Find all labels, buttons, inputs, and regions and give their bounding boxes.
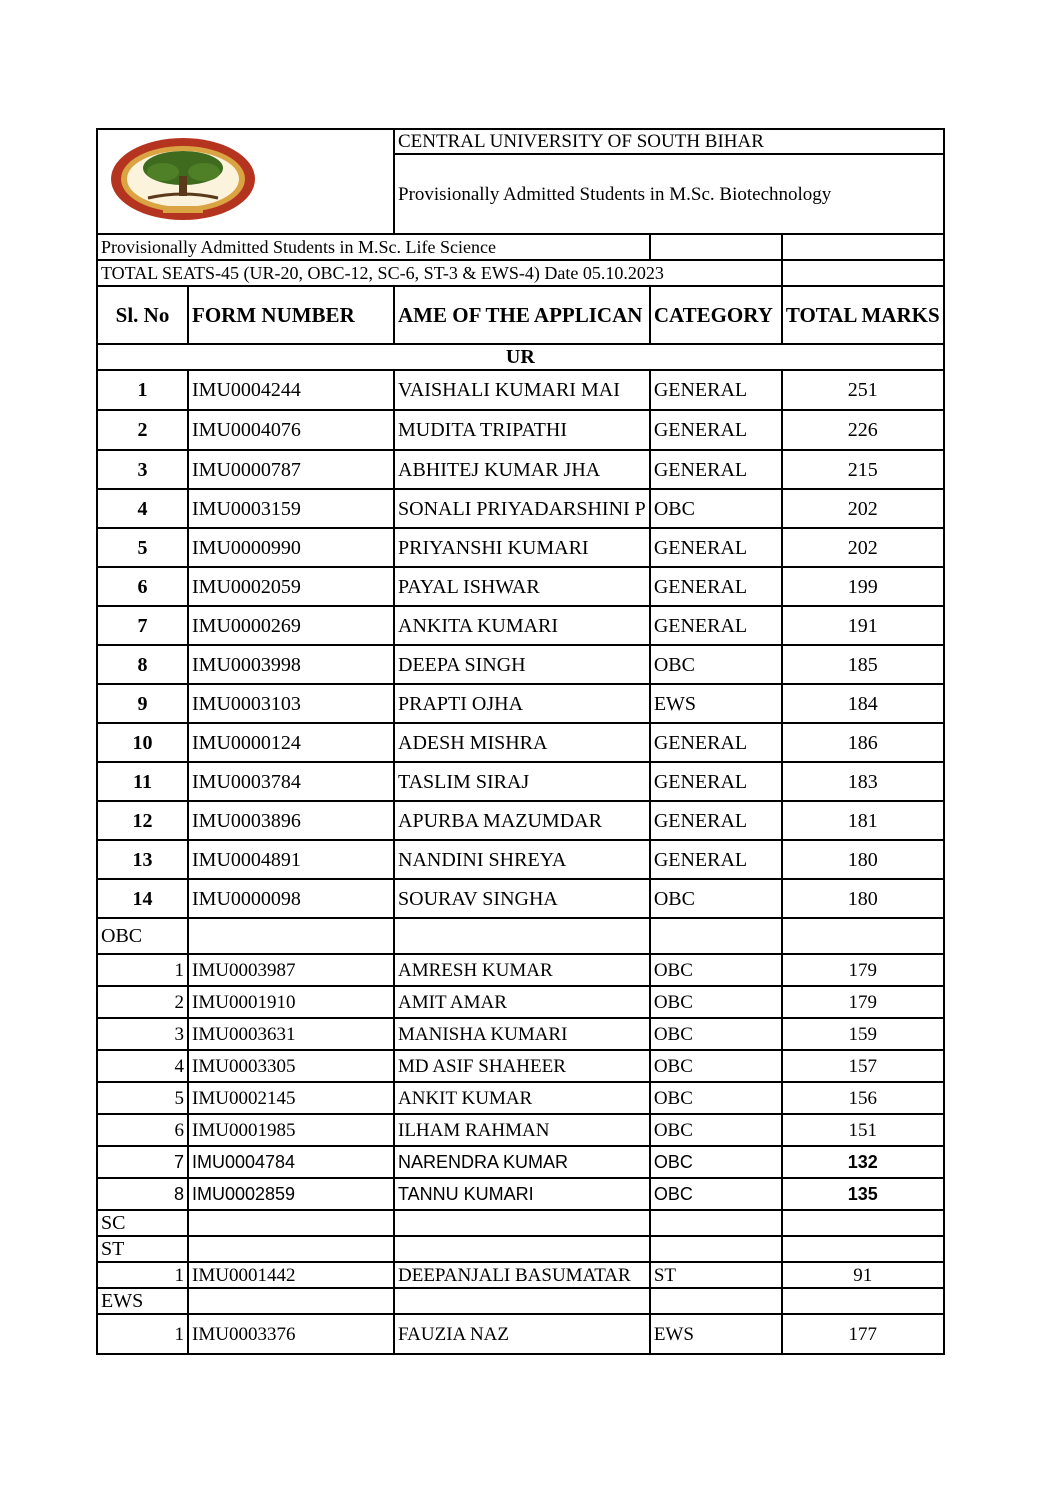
cell-category: GENERAL	[650, 801, 782, 840]
cell-total-marks: 186	[782, 723, 944, 762]
cell-form-number: IMU0001442	[188, 1262, 394, 1288]
cell-name: MUDITA TRIPATHI	[394, 410, 650, 450]
cell-sl-no: 1	[97, 370, 188, 410]
cell-form-number: IMU0003987	[188, 954, 394, 986]
cell-category: GENERAL	[650, 840, 782, 879]
cell-form-number: IMU0004784	[188, 1146, 394, 1178]
cell-name: AMIT AMAR	[394, 986, 650, 1018]
table-row	[97, 528, 944, 567]
cell-category: OBC	[650, 1114, 782, 1146]
cell-category: OBC	[650, 1082, 782, 1114]
cell-sl-no: 14	[97, 879, 188, 918]
section-label-sc: SC	[97, 1210, 188, 1236]
cell-name: TANNU KUMARI	[394, 1178, 650, 1210]
cell-category: OBC	[650, 954, 782, 986]
cell-sl-no: 6	[97, 567, 188, 606]
table-row	[97, 606, 944, 645]
cell-name: ANKIT KUMAR	[394, 1082, 650, 1114]
table-row	[97, 1114, 944, 1146]
cell-name: MD ASIF SHAHEER	[394, 1050, 650, 1082]
table-row	[97, 370, 944, 410]
cell-total-marks: 159	[782, 1018, 944, 1050]
cell-category: GENERAL	[650, 762, 782, 801]
cell-category: GENERAL	[650, 450, 782, 489]
cell-sl-no: 6	[97, 1114, 188, 1146]
cell-form-number: IMU0003103	[188, 684, 394, 723]
table-row	[97, 684, 944, 723]
cell-category: GENERAL	[650, 606, 782, 645]
cell-name: DEEPA SINGH	[394, 645, 650, 684]
empty-cell	[394, 1288, 650, 1314]
empty-cell	[650, 234, 782, 260]
cell-sl-no: 5	[97, 528, 188, 567]
cell-sl-no: 2	[97, 410, 188, 450]
cell-sl-no: 7	[97, 606, 188, 645]
cell-name: PAYAL ISHWAR	[394, 567, 650, 606]
cell-total-marks: 151	[782, 1114, 944, 1146]
cell-category: OBC	[650, 1018, 782, 1050]
cell-name: DEEPANJALI BASUMATAR	[394, 1262, 650, 1288]
empty-cell	[782, 918, 944, 954]
section-label-st: ST	[97, 1236, 188, 1262]
cell-name: ADESH MISHRA	[394, 723, 650, 762]
empty-cell	[650, 1210, 782, 1236]
table-row	[97, 840, 944, 879]
cell-total-marks: 180	[782, 879, 944, 918]
empty-cell	[188, 1210, 394, 1236]
col-name: AME OF THE APPLICAN	[394, 286, 650, 344]
cell-form-number: IMU0003305	[188, 1050, 394, 1082]
cell-sl-no: 3	[97, 1018, 188, 1050]
cell-total-marks: 181	[782, 801, 944, 840]
table-row	[97, 762, 944, 801]
cell-form-number: IMU0000990	[188, 528, 394, 567]
cell-sl-no: 1	[97, 954, 188, 986]
cell-sl-no: 4	[97, 1050, 188, 1082]
cell-sl-no: 5	[97, 1082, 188, 1114]
cell-form-number: IMU0001910	[188, 986, 394, 1018]
empty-cell	[650, 1236, 782, 1262]
table-row	[97, 1314, 944, 1354]
cell-category: EWS	[650, 684, 782, 723]
empty-cell	[782, 260, 944, 286]
empty-cell	[188, 918, 394, 954]
program-title: Provisionally Admitted Students in M.Sc. Biotechnology	[394, 154, 944, 234]
cell-form-number: IMU0003896	[188, 801, 394, 840]
empty-cell	[394, 918, 650, 954]
university-name: CENTRAL UNIVERSITY OF SOUTH BIHAR	[394, 129, 944, 154]
cell-form-number: IMU0004891	[188, 840, 394, 879]
cell-form-number: IMU0004244	[188, 370, 394, 410]
table-row	[97, 954, 944, 986]
cell-category: GENERAL	[650, 528, 782, 567]
empty-cell	[188, 1236, 394, 1262]
cell-name: PRIYANSHI KUMARI	[394, 528, 650, 567]
table-row	[97, 723, 944, 762]
cell-category: OBC	[650, 879, 782, 918]
cell-total-marks: 202	[782, 489, 944, 528]
table-row	[97, 1146, 944, 1178]
logo-cell	[97, 129, 394, 234]
admission-list-table	[96, 128, 945, 1355]
cell-name: TASLIM SIRAJ	[394, 762, 650, 801]
table-row	[97, 489, 944, 528]
cell-category: GENERAL	[650, 567, 782, 606]
cell-total-marks: 184	[782, 684, 944, 723]
cell-sl-no: 2	[97, 986, 188, 1018]
ews-rows	[97, 1314, 944, 1354]
col-category: CATEGORY	[650, 286, 782, 344]
empty-cell	[782, 1210, 944, 1236]
cell-name: APURBA MAZUMDAR	[394, 801, 650, 840]
cell-form-number: IMU0000124	[188, 723, 394, 762]
empty-cell	[650, 1288, 782, 1314]
cell-form-number: IMU0003631	[188, 1018, 394, 1050]
cell-category: OBC	[650, 1050, 782, 1082]
cell-sl-no: 13	[97, 840, 188, 879]
cell-sl-no: 8	[97, 1178, 188, 1210]
cell-sl-no: 9	[97, 684, 188, 723]
cell-form-number: IMU0001985	[188, 1114, 394, 1146]
cell-total-marks: 226	[782, 410, 944, 450]
cell-sl-no: 4	[97, 489, 188, 528]
cell-category: GENERAL	[650, 723, 782, 762]
cell-category: GENERAL	[650, 370, 782, 410]
cell-total-marks: 191	[782, 606, 944, 645]
table-row	[97, 410, 944, 450]
table-row	[97, 879, 944, 918]
cell-total-marks: 180	[782, 840, 944, 879]
cell-total-marks: 179	[782, 986, 944, 1018]
cell-total-marks: 91	[782, 1262, 944, 1288]
empty-cell	[650, 918, 782, 954]
cell-total-marks: 157	[782, 1050, 944, 1082]
cell-name: AMRESH KUMAR	[394, 954, 650, 986]
col-sl-no: Sl. No	[97, 286, 188, 344]
cell-name: SOURAV SINGHA	[394, 879, 650, 918]
cell-sl-no: 3	[97, 450, 188, 489]
university-seal-tree-icon	[108, 136, 258, 222]
cell-sl-no: 10	[97, 723, 188, 762]
cell-sl-no: 11	[97, 762, 188, 801]
cell-name: NARENDRA KUMAR	[394, 1146, 650, 1178]
cell-name: FAUZIA NAZ	[394, 1314, 650, 1354]
cell-category: EWS	[650, 1314, 782, 1354]
cell-sl-no: 8	[97, 645, 188, 684]
cell-sl-no: 12	[97, 801, 188, 840]
obc-rows	[97, 954, 944, 1210]
cell-name: PRAPTI OJHA	[394, 684, 650, 723]
cell-total-marks: 135	[782, 1178, 944, 1210]
cell-name: ANKITA KUMARI	[394, 606, 650, 645]
section-label-ews: EWS	[97, 1288, 188, 1314]
cell-form-number: IMU0002059	[188, 567, 394, 606]
cell-category: ST	[650, 1262, 782, 1288]
cell-category: OBC	[650, 1146, 782, 1178]
empty-cell	[782, 1236, 944, 1262]
cell-name: VAISHALI KUMARI MAI	[394, 370, 650, 410]
col-total-marks: TOTAL MARKS	[782, 286, 944, 344]
cell-form-number: IMU0003376	[188, 1314, 394, 1354]
cell-form-number: IMU0000787	[188, 450, 394, 489]
cell-total-marks: 215	[782, 450, 944, 489]
cell-category: OBC	[650, 1178, 782, 1210]
cell-total-marks: 177	[782, 1314, 944, 1354]
empty-cell	[394, 1236, 650, 1262]
table-row	[97, 450, 944, 489]
cell-name: ABHITEJ KUMAR JHA	[394, 450, 650, 489]
cell-total-marks: 132	[782, 1146, 944, 1178]
empty-cell	[782, 234, 944, 260]
col-form-number: FORM NUMBER	[188, 286, 394, 344]
table-row	[97, 567, 944, 606]
cell-total-marks: 183	[782, 762, 944, 801]
cell-form-number: IMU0000098	[188, 879, 394, 918]
cell-name: NANDINI SHREYA	[394, 840, 650, 879]
table-row	[97, 645, 944, 684]
cell-category: OBC	[650, 986, 782, 1018]
section-label-ur: UR	[97, 344, 944, 370]
cell-total-marks: 251	[782, 370, 944, 410]
cell-name: MANISHA KUMARI	[394, 1018, 650, 1050]
cell-name: ILHAM RAHMAN	[394, 1114, 650, 1146]
st-rows	[97, 1262, 944, 1288]
cell-form-number: IMU0004076	[188, 410, 394, 450]
cell-sl-no: 1	[97, 1262, 188, 1288]
table-row	[97, 1018, 944, 1050]
table-row	[97, 986, 944, 1018]
table-row	[97, 1262, 944, 1288]
empty-cell	[188, 1288, 394, 1314]
cell-name: SONALI PRIYADARSHINI P	[394, 489, 650, 528]
cell-form-number: IMU0003784	[188, 762, 394, 801]
cell-form-number: IMU0003998	[188, 645, 394, 684]
table-row	[97, 1050, 944, 1082]
empty-cell	[394, 1210, 650, 1236]
cell-total-marks: 199	[782, 567, 944, 606]
subtitle: Provisionally Admitted Students in M.Sc. Life Science	[97, 234, 650, 260]
ur-rows	[97, 370, 944, 918]
cell-category: OBC	[650, 489, 782, 528]
cell-total-marks: 156	[782, 1082, 944, 1114]
cell-form-number: IMU0002859	[188, 1178, 394, 1210]
table-row	[97, 1178, 944, 1210]
section-label-obc: OBC	[97, 918, 188, 954]
cell-total-marks: 202	[782, 528, 944, 567]
empty-cell	[782, 1288, 944, 1314]
cell-sl-no: 1	[97, 1314, 188, 1354]
cell-sl-no: 7	[97, 1146, 188, 1178]
cell-form-number: IMU0003159	[188, 489, 394, 528]
cell-category: OBC	[650, 645, 782, 684]
cell-form-number: IMU0002145	[188, 1082, 394, 1114]
seats-info: TOTAL SEATS-45 (UR-20, OBC-12, SC-6, ST-3 & EWS-4) Date 05.10.2023	[97, 260, 782, 286]
table-row	[97, 1082, 944, 1114]
cell-total-marks: 185	[782, 645, 944, 684]
cell-total-marks: 179	[782, 954, 944, 986]
cell-form-number: IMU0000269	[188, 606, 394, 645]
table-row	[97, 801, 944, 840]
cell-category: GENERAL	[650, 410, 782, 450]
